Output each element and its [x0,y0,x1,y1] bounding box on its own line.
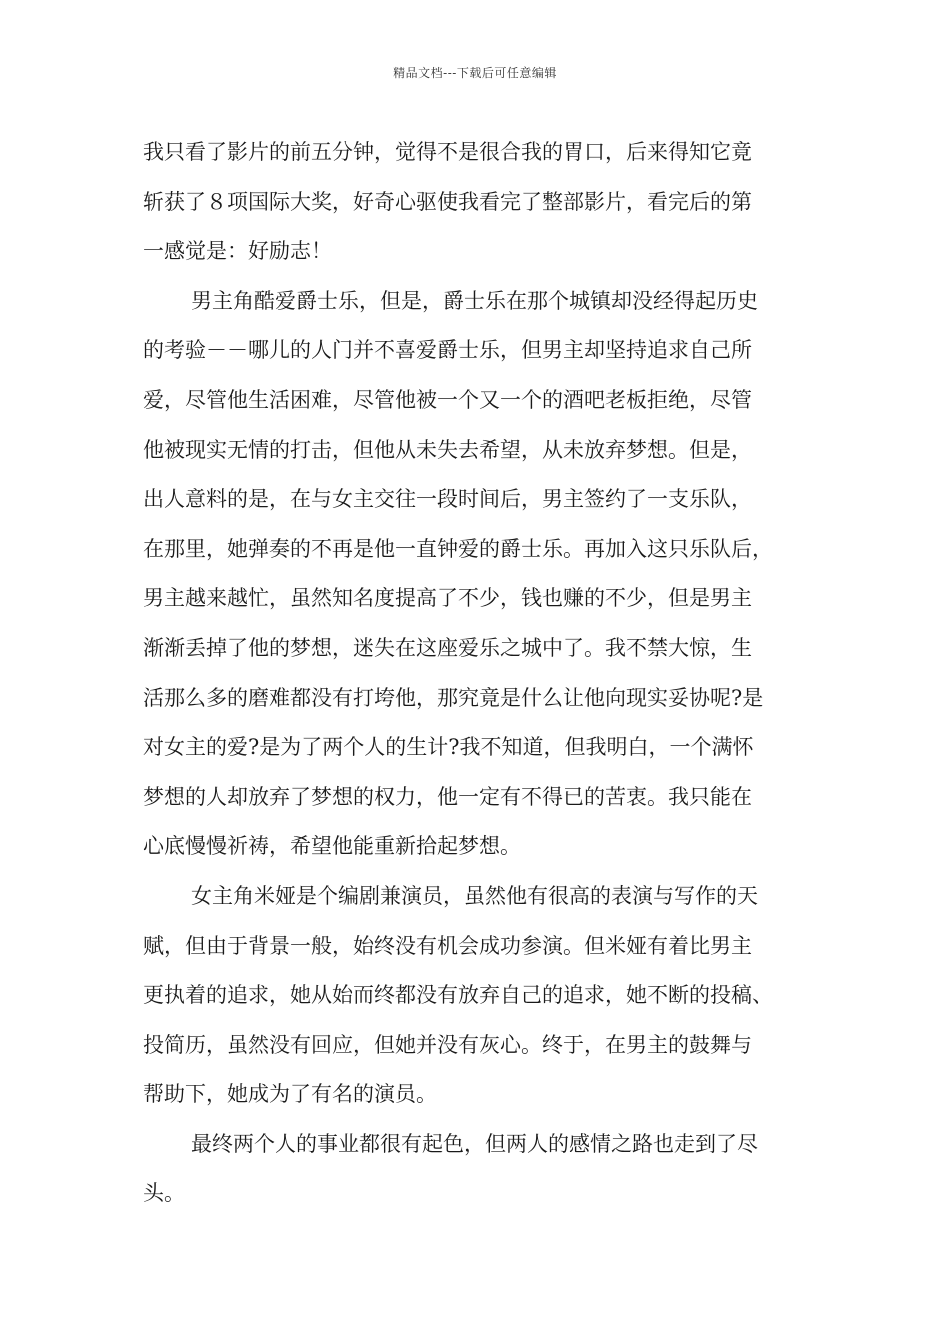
paragraph-first-line: 最终两个人的事业都很有起色，但两人的感情之路也走到了尽 [191,1131,758,1156]
paragraph-first-line: 男主角酷爱爵士乐，但是，爵士乐在那个城镇却没经得起历史 [191,288,758,313]
text-line: 帮助下，她成为了有名的演员。 [143,1082,437,1107]
text-line: 头。 [143,1181,185,1206]
text-line: 梦想的人却放弃了梦想的权力，他一定有不得已的苦衷。我只能在 [143,784,752,809]
text-line: 渐渐丢掉了他的梦想，迷失在这座爱乐之城中了。我不禁大惊，生 [143,635,752,660]
text-line: 赋，但由于背景一般，始终没有机会成功参演。但米娅有着比男主 [143,933,752,958]
text-line: 投简历，虽然没有回应，但她并没有灰心。终于，在男主的鼓舞与 [143,1032,752,1057]
text-line: 我只看了影片的前五分钟，觉得不是很合我的胃口，后来得知它竟 [143,140,752,164]
page-header: 精品文档---下载后可任意编辑 [393,66,557,80]
text-line: 在那里，她弹奏的不再是他一直钟爱的爵士乐。再加入这只乐队后， [143,536,773,561]
text-line: 的考验－－哪儿的人门并不喜爱爵士乐，但男主却坚持追求自己所 [143,338,752,363]
paragraph-first-line: 女主角米娅是个编剧兼演员，虽然他有很高的表演与写作的天 [191,883,758,908]
text-line: 一感觉是：好励志！ [143,239,332,264]
text-line: 他被现实无情的打击，但他从未失去希望，从未放弃梦想。但是， [143,437,752,462]
text-line: 爱，尽管他生活困难，尽管他被一个又一个的酒吧老板拒绝，尽管 [143,387,752,412]
text-line: 活那么多的磨难都没有打垮他，那究竟是什么让他向现实妥协呢?是 [143,685,764,710]
text-line: 心底慢慢祈祷，希望他能重新拾起梦想。 [143,834,521,859]
text-line: 对女主的爱?是为了两个人的生计?我不知道，但我明白，一个满怀 [143,735,754,760]
text-line: 更执着的追求，她从始而终都没有放弃自己的追求，她不断的投稿、 [143,983,773,1008]
text-line: 男主越来越忙，虽然知名度提高了不少，钱也赚的不少，但是男主 [143,586,752,611]
text-line: 出人意料的是，在与女主交往一段时间后，男主签约了一支乐队， [143,487,752,512]
document-body [143,128,815,1219]
text-line: 斩获了８项国际大奖，好奇心驱使我看完了整部影片，看完后的第 [143,189,752,214]
